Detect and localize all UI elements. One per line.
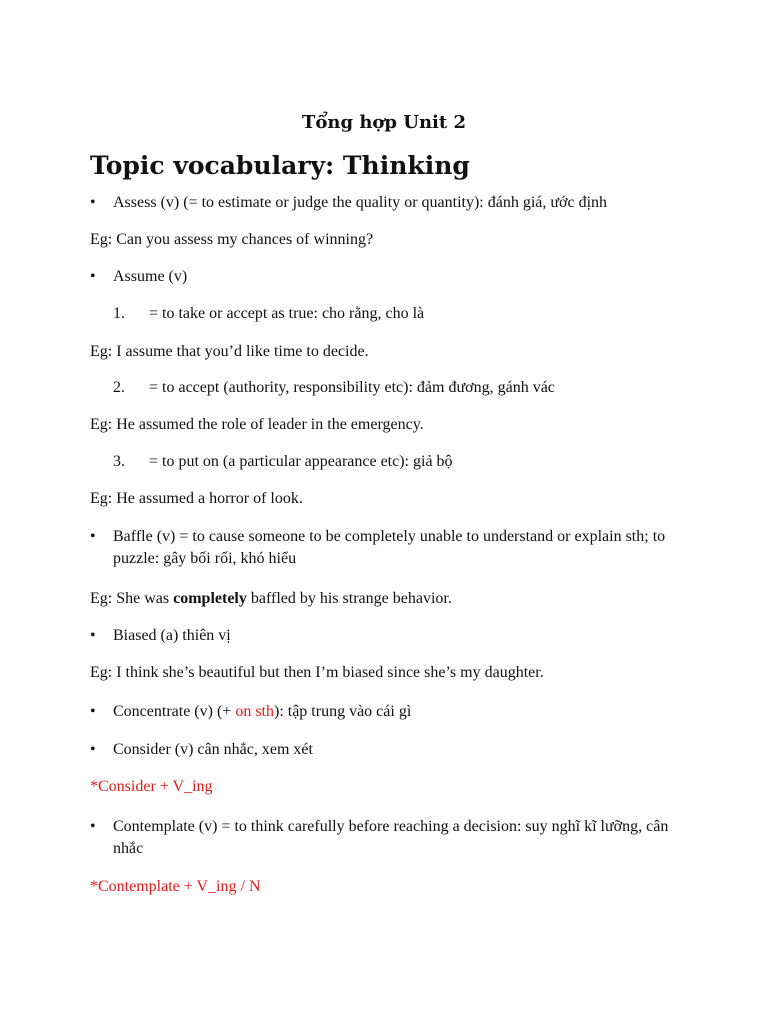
assume-sense-2: = to accept (authority, responsibility etc): đảm đương, gánh vác [149, 379, 555, 396]
assume-sense-3: = to put on (a particular appearance etc): giả bộ [149, 453, 453, 470]
list-number: 3. [113, 453, 125, 470]
example-assume-1: Eg: I assume that you’d like time to decide. [90, 343, 369, 360]
entry-contemplate: Contemplate (v) = to think carefully before reaching a decision: suy nghĩ kĩ lưỡng, cân nhắc [113, 818, 669, 857]
list-number: 1. [113, 305, 125, 322]
assume-sense-1: = to take or accept as true: cho rằng, cho là [149, 305, 425, 322]
entry-assume: Assume (v) [113, 268, 188, 285]
emphasis-word: completely [173, 590, 247, 607]
concentrate-end: ): tập trung vào cái gì [273, 703, 412, 720]
bullet-icon: • [90, 741, 96, 758]
concentrate-preposition: on sth [235, 703, 274, 720]
document-title: Tổng hợp Unit 2 [301, 112, 466, 133]
bullet-icon: • [90, 194, 96, 211]
example-assess: Eg: Can you assess my chances of winning? [90, 231, 374, 248]
note-consider: *Consider + V_ing [90, 778, 213, 795]
bullet-icon: • [90, 703, 96, 720]
bullet-icon: • [90, 268, 96, 285]
entry-assess: Assess (v) (= to estimate or judge the quality or quantity): đánh giá, ước định [113, 194, 608, 211]
entry-consider: Consider (v) cân nhắc, xem xét [113, 741, 313, 758]
entry-baffle: Baffle (v) = to cause someone to be completely unable to understand or explain sth; to puzzle: gây bối rối, khó hiểu [113, 528, 666, 567]
entry-biased: Biased (a) thiên vị [113, 627, 231, 644]
bullet-icon: • [90, 528, 96, 545]
topic-heading: Topic vocabulary: Thinking [90, 151, 470, 180]
note-contemplate: *Contemplate + V_ing / N [90, 878, 261, 895]
entry-concentrate [113, 701, 683, 723]
bullet-icon: • [90, 627, 96, 644]
example-baffle-end: baffled by his strange behavior. [246, 590, 452, 607]
list-number: 2. [113, 379, 125, 396]
example-assume-3: Eg: He assumed a horror of look. [90, 490, 303, 507]
example-baffle [90, 588, 452, 610]
example-baffle-start: Eg: She was [90, 590, 174, 607]
example-assume-2: Eg: He assumed the role of leader in the emergency. [90, 416, 424, 433]
bullet-icon: • [90, 818, 96, 835]
concentrate-start: Concentrate (v) (+ [113, 703, 236, 720]
example-biased: Eg: I think she’s beautiful but then I’m biased since she’s my daughter. [90, 664, 544, 681]
